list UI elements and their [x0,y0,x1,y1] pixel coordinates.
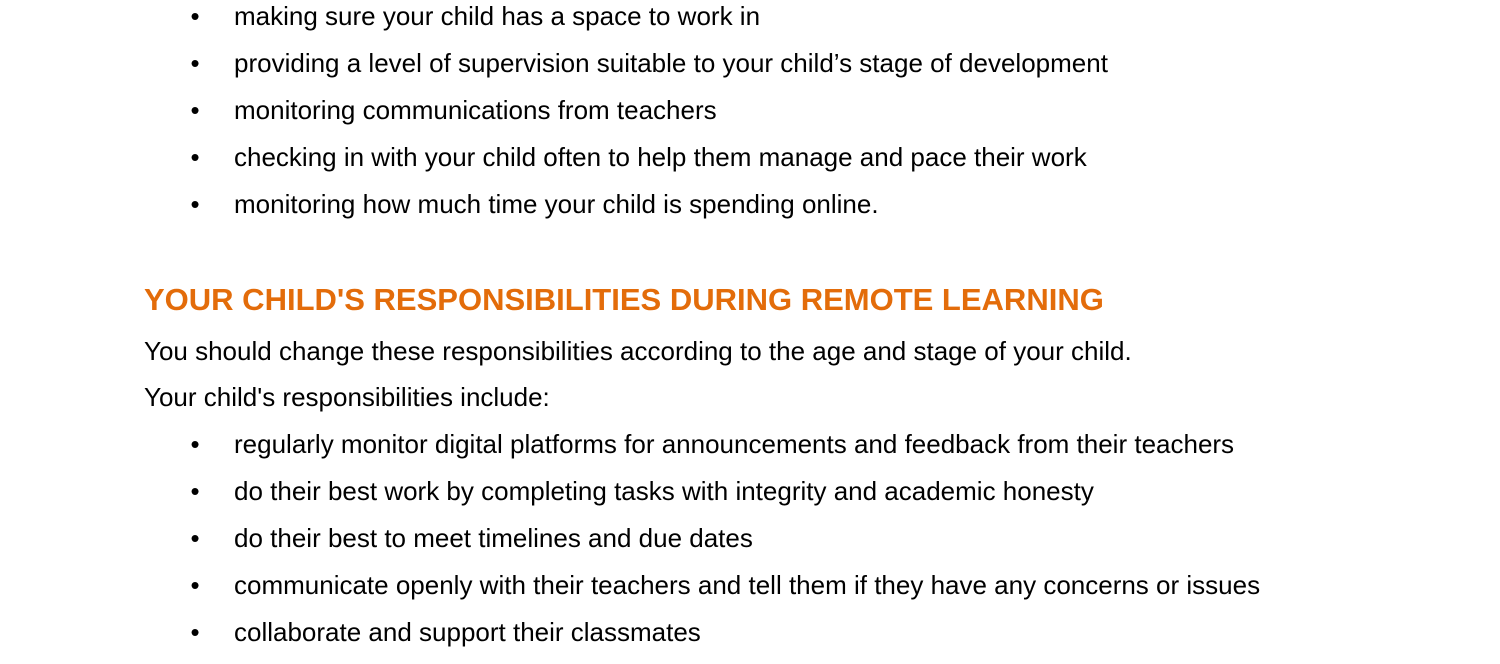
bullet-icon: • [190,476,200,506]
list-item-text: regularly monitor digital platforms for announcements and feedback from their teachers [234,429,1235,459]
list-item-text: do their best to meet timelines and due dates [234,523,753,553]
list-item-text: do their best work by completing tasks with integrity and academic honesty [234,476,1094,506]
bullet-icon: • [190,48,200,78]
parent-responsibilities-list [0,1,1500,236]
bullet-icon: • [190,570,200,600]
section-intro: You should change these responsibilities according to the age and stage of your child. [144,336,1132,366]
bullet-icon: • [190,617,200,647]
list-item-text: collaborate and support their classmates [234,617,701,647]
list-item-text: monitoring communications from teachers [234,95,717,125]
list-item-text: communicate openly with their teachers and tell them if they have any concerns or issues [234,570,1261,600]
bullet-icon: • [190,523,200,553]
bullet-icon: • [190,189,200,219]
bullet-icon: • [190,1,200,31]
list-item-text: providing a level of supervision suitable to your child’s stage of development [234,48,1108,78]
child-responsibilities-list [0,429,1500,664]
section-heading: YOUR CHILD'S RESPONSIBILITIES DURING REMOTE LEARNING [144,282,1104,317]
section-lead-in: Your child's responsibilities include: [144,382,550,412]
list-item [0,617,1500,664]
list-item [0,429,1500,476]
list-item-text: checking in with your child often to help them manage and pace their work [234,142,1087,172]
list-item [0,476,1500,523]
list-item [0,142,1500,189]
list-item-text: monitoring how much time your child is spending online. [234,189,879,219]
list-item [0,523,1500,570]
list-item [0,1,1500,48]
bullet-icon: • [190,142,200,172]
list-item-text: making sure your child has a space to work in [234,1,761,31]
bullet-icon: • [190,429,200,459]
list-item [0,95,1500,142]
bullet-icon: • [190,95,200,125]
list-item [0,570,1500,617]
list-item [0,48,1500,95]
list-item [0,189,1500,236]
